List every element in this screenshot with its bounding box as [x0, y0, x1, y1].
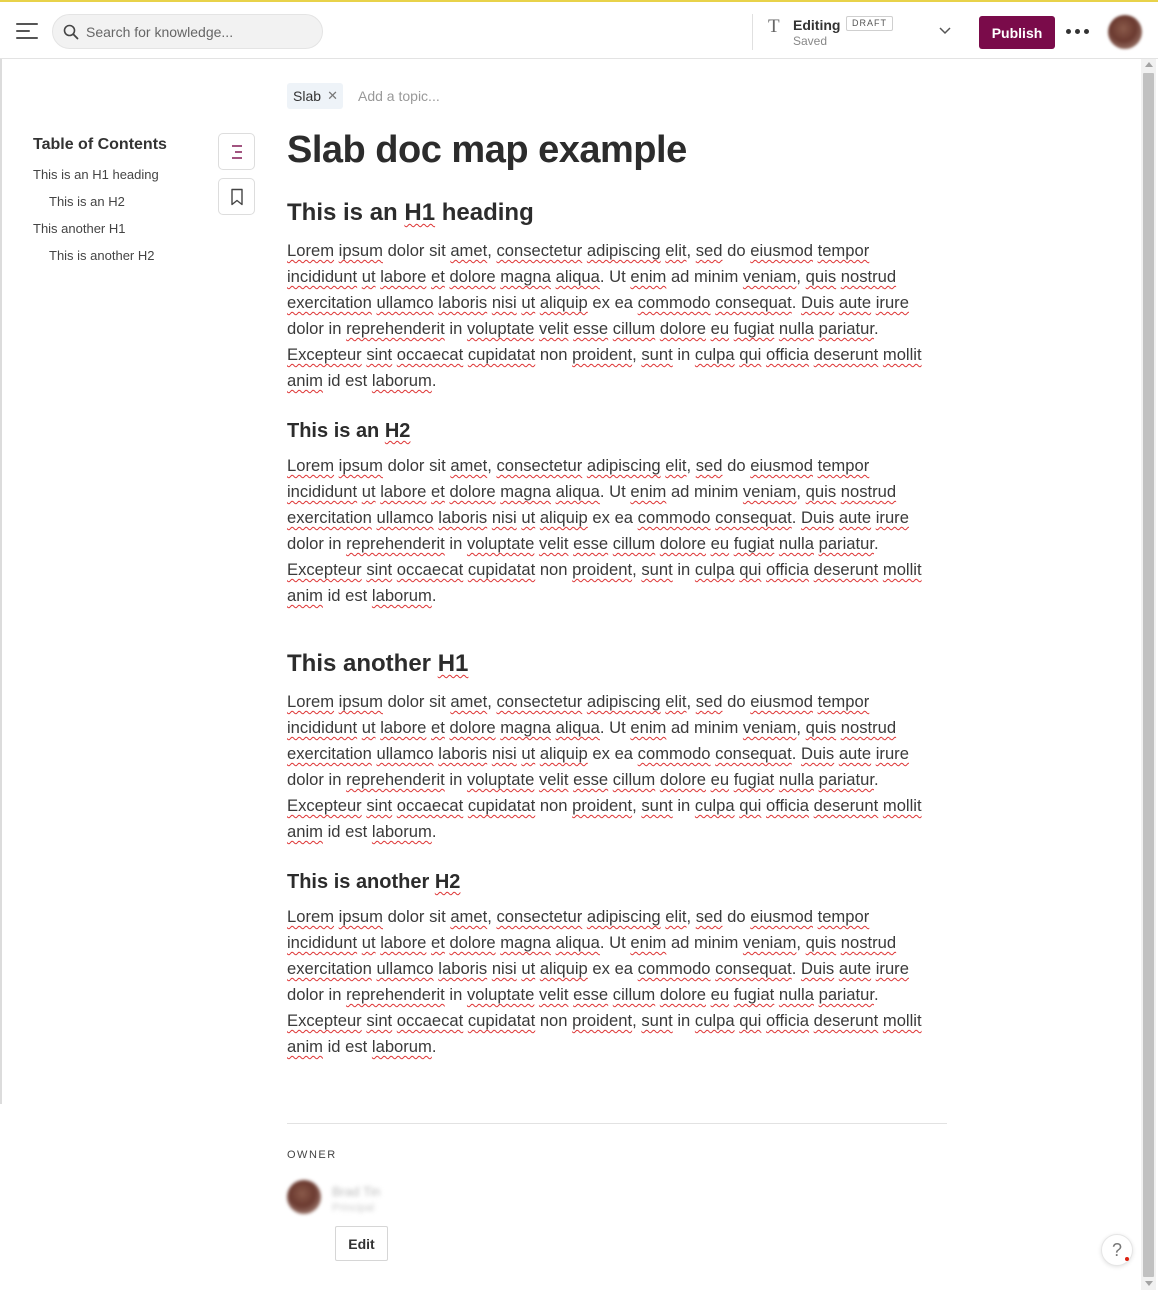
editing-status-dropdown[interactable]: [766, 14, 956, 50]
edit-owner-button[interactable]: Edit: [335, 1226, 388, 1261]
left-edge: [0, 59, 2, 1104]
owner-role: Principal: [332, 1202, 375, 1214]
toc-toggle-button[interactable]: [218, 133, 255, 170]
section-heading-another-h1[interactable]: This another H1: [287, 650, 469, 677]
hamburger-menu-icon[interactable]: [16, 21, 38, 41]
toc-title: Table of Contents: [33, 136, 167, 153]
toolbar-divider: [752, 14, 753, 50]
document-body: [287, 126, 937, 1056]
saved-status: Saved: [793, 34, 828, 48]
page-title[interactable]: Slab doc map example: [287, 129, 687, 171]
remove-topic-icon[interactable]: ✕: [327, 88, 339, 103]
topic-chip[interactable]: [287, 83, 343, 109]
table-of-contents: [33, 136, 213, 276]
search-input[interactable]: [86, 15, 316, 48]
top-bar: [0, 0, 1158, 59]
editing-label: Editing: [793, 17, 841, 33]
notification-dot: [1125, 1257, 1129, 1261]
search-bar: [52, 14, 323, 49]
toc-item-another-h2[interactable]: This is another H2: [49, 248, 155, 263]
add-topic-input[interactable]: [358, 85, 518, 107]
footer-divider: [287, 1123, 947, 1124]
scroll-up-arrow-icon[interactable]: [1145, 62, 1153, 67]
toc-item-h2[interactable]: This is an H2: [49, 194, 125, 209]
section-heading-h2[interactable]: This is an H2: [287, 420, 411, 442]
section-paragraph[interactable]: Lorem ipsum dolor sit amet, consectetur adipiscing elit, sed do eiusmod tempor incididunt ut labore et dolore magna aliqua. Ut enim ad minim veniam, quis nostrud exercitation ullamco laboris nisi ut aliquip ex ea commodo consequat. Duis aute irure dolor in reprehenderit in voluptate velit esse cillum dolore eu fugiat nulla pariatur. Excepteur sint occaecat cupidatat non proident, sunt in culpa qui officia deserunt mollit anim id est laborum.: [287, 907, 922, 1056]
topic-chip-label: Slab: [293, 88, 322, 104]
toc-list-icon: [228, 143, 246, 161]
owner-label: OWNER: [287, 1149, 337, 1161]
chevron-down-icon: [939, 27, 951, 35]
search-icon: [63, 24, 79, 40]
section-paragraph[interactable]: Lorem ipsum dolor sit amet, consectetur adipiscing elit, sed do eiusmod tempor incididunt ut labore et dolore magna aliqua. Ut enim ad minim veniam, quis nostrud exercitation ullamco laboris nisi ut aliquip ex ea commodo consequat. Duis aute irure dolor in reprehenderit in voluptate velit esse cillum dolore eu fugiat nulla pariatur. Excepteur sint occaecat cupidatat non proident, sunt in culpa qui officia deserunt mollit anim id est laborum.: [287, 692, 922, 841]
section-heading-h1[interactable]: This is an H1 heading: [287, 199, 534, 226]
bookmark-icon: [228, 188, 246, 206]
section-heading-another-h2[interactable]: This is another H2: [287, 871, 461, 893]
toc-item-h1-heading[interactable]: This is an H1 heading: [33, 167, 159, 182]
publish-button[interactable]: Publish: [979, 16, 1055, 49]
scroll-down-arrow-icon[interactable]: [1145, 1281, 1153, 1286]
more-options-icon[interactable]: [1064, 22, 1092, 42]
help-button[interactable]: [1101, 1234, 1133, 1266]
help-icon: ?: [1111, 1240, 1122, 1260]
toc-item-another-h1[interactable]: This another H1: [33, 221, 126, 236]
owner-name: Brad Tin: [332, 1184, 381, 1199]
bookmark-button[interactable]: [218, 178, 255, 215]
text-format-icon: T: [768, 16, 780, 37]
draft-badge: DRAFT: [846, 16, 893, 31]
section-paragraph[interactable]: Lorem ipsum dolor sit amet, consectetur adipiscing elit, sed do eiusmod tempor incididunt ut labore et dolore magna aliqua. Ut enim ad minim veniam, quis nostrud exercitation ullamco laboris nisi ut aliquip ex ea commodo consequat. Duis aute irure dolor in reprehenderit in voluptate velit esse cillum dolore eu fugiat nulla pariatur. Excepteur sint occaecat cupidatat non proident, sunt in culpa qui officia deserunt mollit anim id est laborum.: [287, 456, 922, 605]
owner-avatar: [287, 1180, 321, 1214]
section-paragraph[interactable]: Lorem ipsum dolor sit amet, consectetur adipiscing elit, sed do eiusmod tempor incididunt ut labore et dolore magna aliqua. Ut enim ad minim veniam, quis nostrud exercitation ullamco laboris nisi ut aliquip ex ea commodo consequat. Duis aute irure dolor in reprehenderit in voluptate velit esse cillum dolore eu fugiat nulla pariatur. Excepteur sint occaecat cupidatat non proident, sunt in culpa qui officia deserunt mollit anim id est laborum.: [287, 241, 922, 390]
scrollbar-thumb[interactable]: [1143, 73, 1154, 1277]
user-avatar[interactable]: [1108, 15, 1142, 49]
